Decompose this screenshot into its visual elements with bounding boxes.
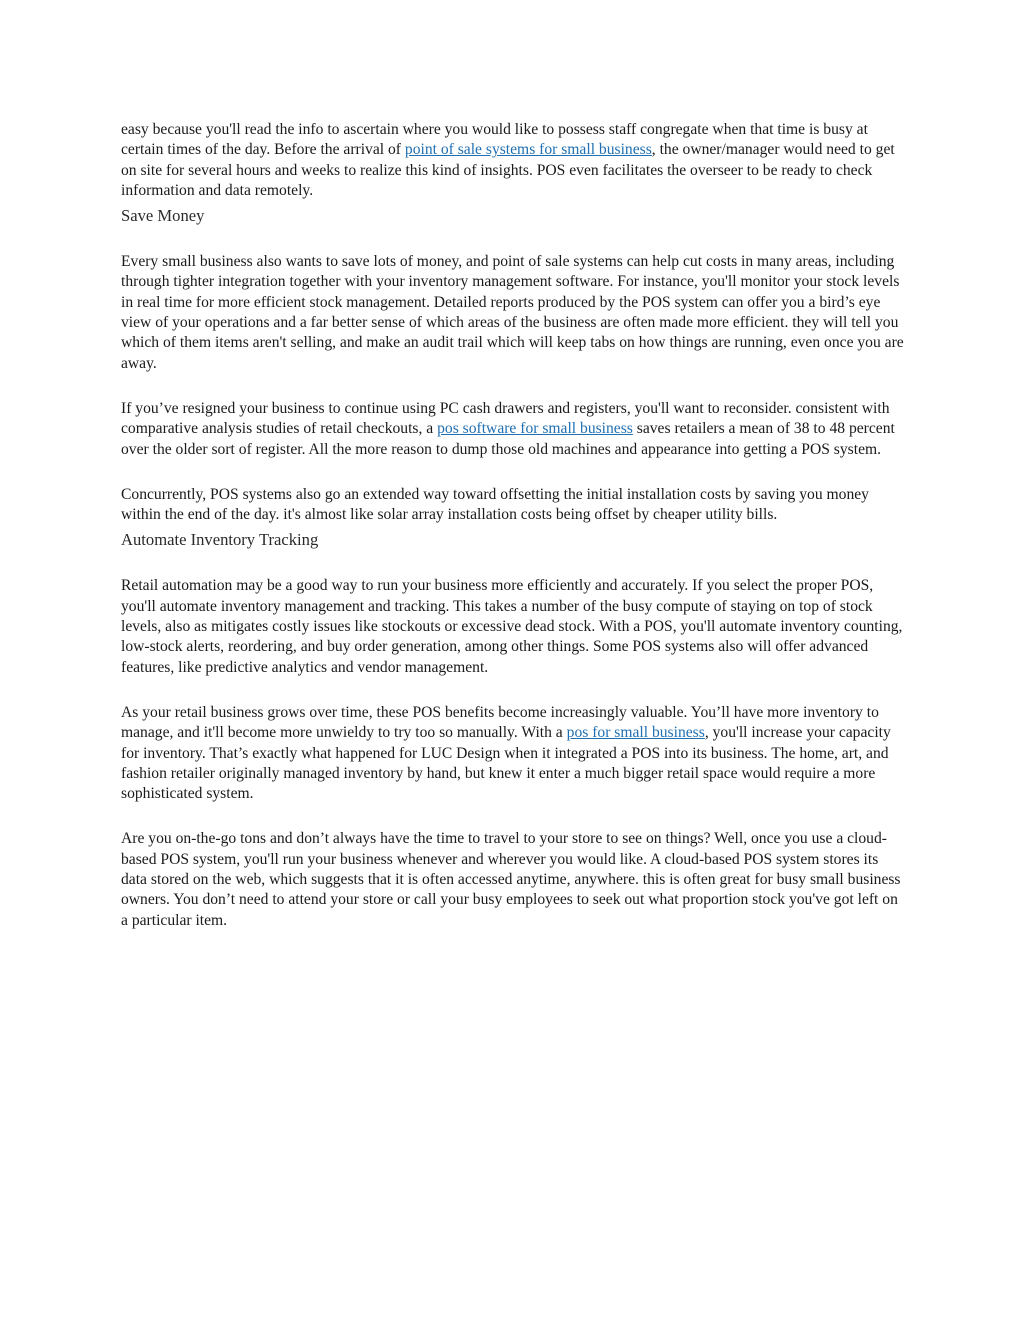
paragraph-automate-3: Are you on-the-go tons and don’t always have the time to travel to your store to see on things? Well, once you use a cloud-based POS system, you'll run your business whenever and wherever you would like. A cloud-based POS system stores its data stored on the web, which suggests that it is often accessed anytime, anywhere. this is often great for busy small business owners. You don’t need to attend your store or call your busy employees to seek out what proportion stock you've got left on a particular item. (121, 830, 901, 929)
paragraph-automate-2-text-b: , you'll increase your capacity for inventory. That’s exactly what happened for LUC Design when it integrated a POS into its business. The home, art, and fashion retailer originally managed inventory by hand, but knew it enter a much bigger retail space would require a more sophisticated system. (121, 724, 891, 803)
paragraph-automate-2-text-a: As your retail business grows over time, these POS benefits become increasingly valuable. You’ll have more inventory to manage, and it'll become more unwieldy to try too so manually. With a (121, 703, 879, 742)
link-pos-for-small-business[interactable]: pos for small business (566, 724, 705, 742)
paragraph-save-money-2-text-b: saves retailers a mean of 38 to 48 percent over the older sort of register. All the more reason to dump those old machines and appearance into getting a POS system. (121, 420, 895, 458)
paragraph-save-money-3: Concurrently, POS systems also go an extended way toward offsetting the initial installation costs by saving you money within the end of the day. it's almost like solar array installation costs being offset by cheaper utility bills. (121, 485, 869, 524)
paragraph-intro (121, 120, 907, 201)
heading-automate-inventory: Automate Inventory Tracking (121, 530, 319, 550)
link-point-of-sale-systems[interactable]: point of sale systems for small business (404, 141, 652, 159)
paragraph-automate-1: Retail automation may be a good way to run your business more efficiently and accurately. If you select the proper POS, you'll automate inventory management and tracking. This takes a number of the busy compute of staying on top of stock levels, also as mitigates costly issues like stockouts or excessive dead stock. With a POS, you'll automate inventory counting, low-stock alerts, reordering, and buy order generation, among other things. Some POS systems also will offer advanced features, like predictive analytics and vendor management. (121, 577, 903, 676)
document-page (121, 120, 907, 931)
heading-save-money: Save Money (121, 206, 205, 226)
paragraph-intro-text-b: , the owner/manager would need to get on site for several hours and weeks to realize this kind of insights. POS even facilitates the overseer to be ready to check information and data remotely. (121, 141, 895, 199)
paragraph-save-money-2 (121, 399, 907, 460)
link-pos-software[interactable]: pos software for small business (437, 420, 633, 438)
paragraph-intro-text-a: easy because you'll read the info to ascertain where you would like to possess staff congregate when that time is busy at certain times of the day. Before the arrival of (121, 121, 868, 159)
paragraph-automate-2 (121, 703, 907, 804)
paragraph-save-money-1: Every small business also wants to save lots of money, and point of sale systems can help cut costs in many areas, including through tighter integration together with your inventory management software. For instance, you'll monitor your stock levels in real time for more efficient stock management. Detailed reports produced by the POS system can offer you a bird’s eye view of your operations and a far better sense of which areas of the business are often made more efficient. they will tell you which of them items aren't selling, and make an audit trail which will keep tabs on how things are running, even once you are away. (121, 253, 904, 372)
paragraph-save-money-2-text-a: If you’ve resigned your business to continue using PC cash drawers and registers, you'll want to reconsider. consistent with comparative analysis studies of retail checkouts, a (121, 399, 890, 438)
